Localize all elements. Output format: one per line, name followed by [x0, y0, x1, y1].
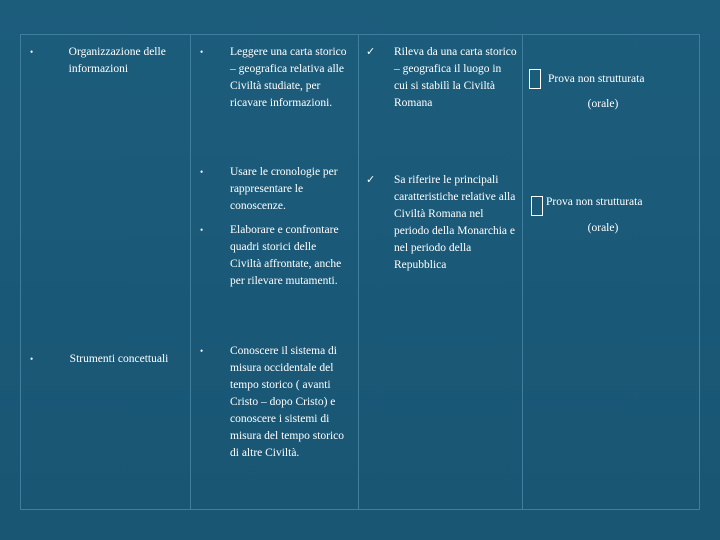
column-divider — [190, 34, 191, 510]
obiettivo-text: Rileva da una carta storico – geografica il luogo in cui si stabilì la Civiltà Romana — [394, 46, 517, 109]
abilita-text: Leggere una carta storico – geografica relativa alle Civiltà studiate, per ricavare informazioni. — [230, 46, 347, 109]
abilita-text: Elaborare e confrontare quadri storici delle Civiltà affrontate, anche per rilevare mutamenti. — [230, 224, 342, 287]
obiettivo-text: Sa riferire le principali caratteristiche relative alla Civiltà Romana nel periodo della Monarchia e nel periodo della Repubblica — [394, 174, 516, 271]
bullet-icon: • — [200, 47, 204, 57]
obiettivo-item — [366, 44, 520, 112]
square-box-icon — [529, 69, 541, 89]
nucleo-label: Strumenti concettuali — [69, 353, 169, 365]
abilita-item — [200, 343, 356, 462]
bullet-icon: • — [30, 354, 34, 364]
column-divider — [358, 34, 359, 510]
abilita-item — [200, 44, 356, 112]
nucleo-item — [30, 351, 190, 368]
abilita-text: Usare le cronologie per rappresentare le conoscenze. — [230, 166, 338, 212]
checkmark-icon: ✓ — [366, 46, 376, 58]
nucleo-label: Organizzazione delle informazioni — [68, 46, 166, 75]
abilita-item — [200, 164, 356, 215]
abilita-item — [200, 222, 356, 290]
square-box-icon — [531, 196, 543, 216]
verifica-line1: Prova non strutturata — [546, 196, 643, 208]
verifica-line1: Prova non strutturata — [548, 73, 645, 85]
checkmark-icon: ✓ — [366, 174, 376, 186]
bullet-icon: • — [200, 346, 204, 356]
bullet-icon: • — [200, 167, 204, 177]
bullet-icon: • — [30, 47, 34, 57]
bullet-icon: • — [200, 225, 204, 235]
column-divider — [522, 34, 523, 510]
nucleo-item — [30, 44, 180, 78]
obiettivo-item — [366, 172, 520, 274]
verifica-line2: (orale) — [587, 98, 619, 110]
verifica-line2: (orale) — [587, 222, 619, 234]
abilita-text: Conoscere il sistema di misura occidentale del tempo storico ( avanti Cristo – dopo Cristo) e conoscere i sistemi di misura del tempo storico di altre Civiltà. — [230, 345, 345, 459]
